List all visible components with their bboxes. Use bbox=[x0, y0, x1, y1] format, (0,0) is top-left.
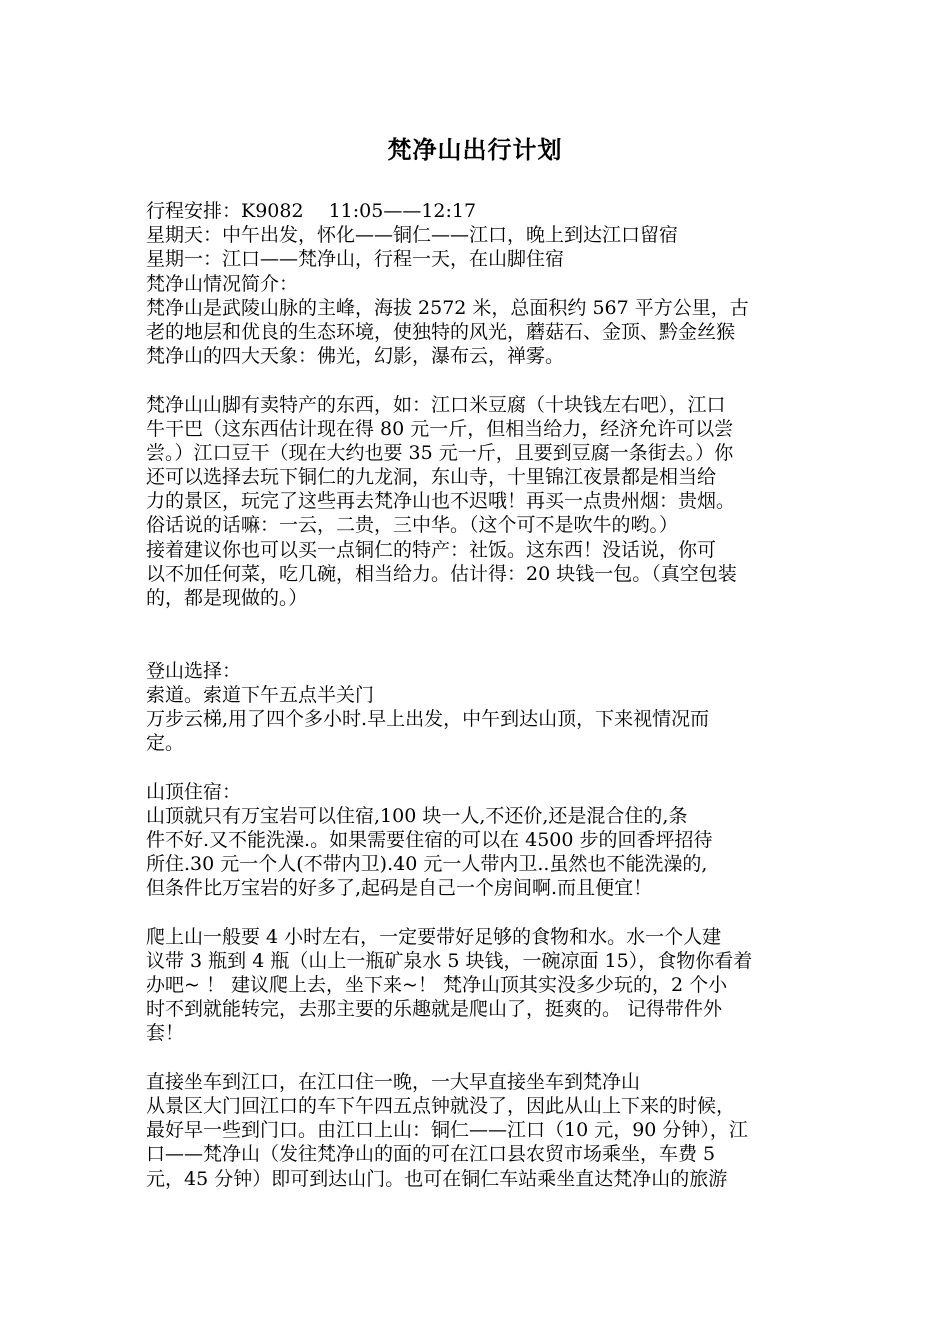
blank-line bbox=[146, 634, 826, 658]
blank-line bbox=[146, 368, 826, 392]
text-line: 直接坐车到江口，在江口住一晚，一大早直接坐车到梵净山 bbox=[146, 1070, 641, 1093]
text-line: 尝。）江口豆干（现在大约也要 35 元一斤，且要到豆腐一条街去。）你 bbox=[146, 441, 734, 464]
text-line: 件不好.又不能洗澡.。如果需要住宿的可以在 4500 步的回香坪招待 bbox=[146, 828, 713, 851]
text-line: 接着建议你也可以买一点铜仁的特产：社饭。这东西！没话说，你可 bbox=[146, 538, 717, 561]
text-line: 梵净山是武陵山脉的主峰，海拔 2572 米，总面积约 567 平方公里，古 bbox=[146, 296, 749, 319]
text-line: 索道。索道下午五点半关门 bbox=[146, 683, 375, 706]
blank-line bbox=[146, 755, 826, 779]
text-line: 牛干巴（这东西估计现在得 80 元一斤，但相当给力，经济允许可以尝 bbox=[146, 417, 734, 440]
text-line: 山顶住宿： bbox=[146, 780, 242, 803]
blank-line bbox=[146, 1046, 826, 1070]
text-line: 办吧~ ！ 建议爬上去，坐下来~！ 梵净山顶其实没多少玩的，2 个小 bbox=[146, 974, 728, 996]
text-line: 梵净山的四大天象：佛光，幻影，瀑布云，禅雾。 bbox=[146, 345, 565, 368]
text-line: 定。 bbox=[146, 732, 185, 755]
document-title: 梵净山出行计划 bbox=[387, 135, 563, 164]
text-line: 老的地层和优良的生态环境，使独特的风光，蘑菇石、金顶、黔金丝猴 bbox=[146, 320, 736, 343]
text-line: 议带 3 瓶到 4 瓶（山上一瓶矿泉水 5 块钱，一碗凉面 15），食物你看着 bbox=[146, 949, 753, 972]
text-line: 所住.30 元一个人(不带内卫).40 元一人带内卫..虽然也不能洗澡的, bbox=[146, 853, 708, 876]
text-line: 套！ bbox=[146, 1022, 185, 1045]
text-line: 但条件比万宝岩的好多了,起码是自己一个房间啊.而且便宜！ bbox=[146, 877, 653, 900]
text-line: 俗话说的话嘛：一云，二贵，三中华。（这个可不是吹牛的哟。） bbox=[146, 514, 679, 537]
text-line: 登山选择： bbox=[146, 659, 242, 682]
text-line: 元，45 分钟）即可到达山门。也可在铜仁车站乘坐直达梵净山的旅游 bbox=[146, 1167, 728, 1190]
text-line: 梵净山山脚有卖特产的东西，如：江口米豆腐（十块钱左右吧），江口 bbox=[146, 393, 726, 416]
text-line: 口——梵净山（发往梵净山的面的可在江口县农贸市场乘坐，车费 5 bbox=[146, 1143, 716, 1166]
text-line: 星期天：中午出发，怀化——铜仁——江口，晚上到达江口留宿 bbox=[146, 224, 679, 247]
text-line: 山顶就只有万宝岩可以住宿,100 块一人,不还价,还是混合住的,条 bbox=[146, 804, 688, 827]
text-line: 还可以选择去玩下铜仁的九龙洞，东山寺，十里锦江夜景都是相当给 bbox=[146, 466, 717, 489]
blank-line bbox=[146, 900, 826, 924]
text-line: 的，都是现做的。） bbox=[146, 587, 308, 609]
text-line: 行程安排：K9082 11:05——12:17 bbox=[146, 200, 477, 222]
text-line: 以不加任何菜，吃几碗，相当给力。估计得：20 块钱一包。（真空包装 bbox=[146, 562, 737, 585]
text-line: 爬上山一般要 4 小时左右，一定要带好足够的食物和水。水一个人建 bbox=[146, 925, 722, 948]
text-line: 从景区大门回江口的车下午四五点钟就没了，因此从山上下来的时候， bbox=[146, 1094, 736, 1117]
text-line: 时不到就能转完，去那主要的乐趣就是爬山了，挺爽的。 记得带件外 bbox=[146, 998, 723, 1021]
text-line: 最好早一些到门口。由江口上山：铜仁——江口（10 元，90 分钟），江 bbox=[146, 1119, 748, 1142]
text-line: 万步云梯,用了四个多小时.早上出发，中午到达山顶，下来视情况而 bbox=[146, 707, 710, 730]
text-line: 力的景区，玩完了这些再去梵净山也不迟哦！再买一点贵州烟：贵烟。 bbox=[146, 490, 736, 513]
text-line: 星期一：江口——梵净山，行程一天，在山脚住宿 bbox=[146, 248, 565, 271]
text-line: 梵净山情况简介： bbox=[146, 272, 299, 295]
document-body bbox=[146, 199, 826, 1191]
blank-line bbox=[146, 610, 826, 634]
